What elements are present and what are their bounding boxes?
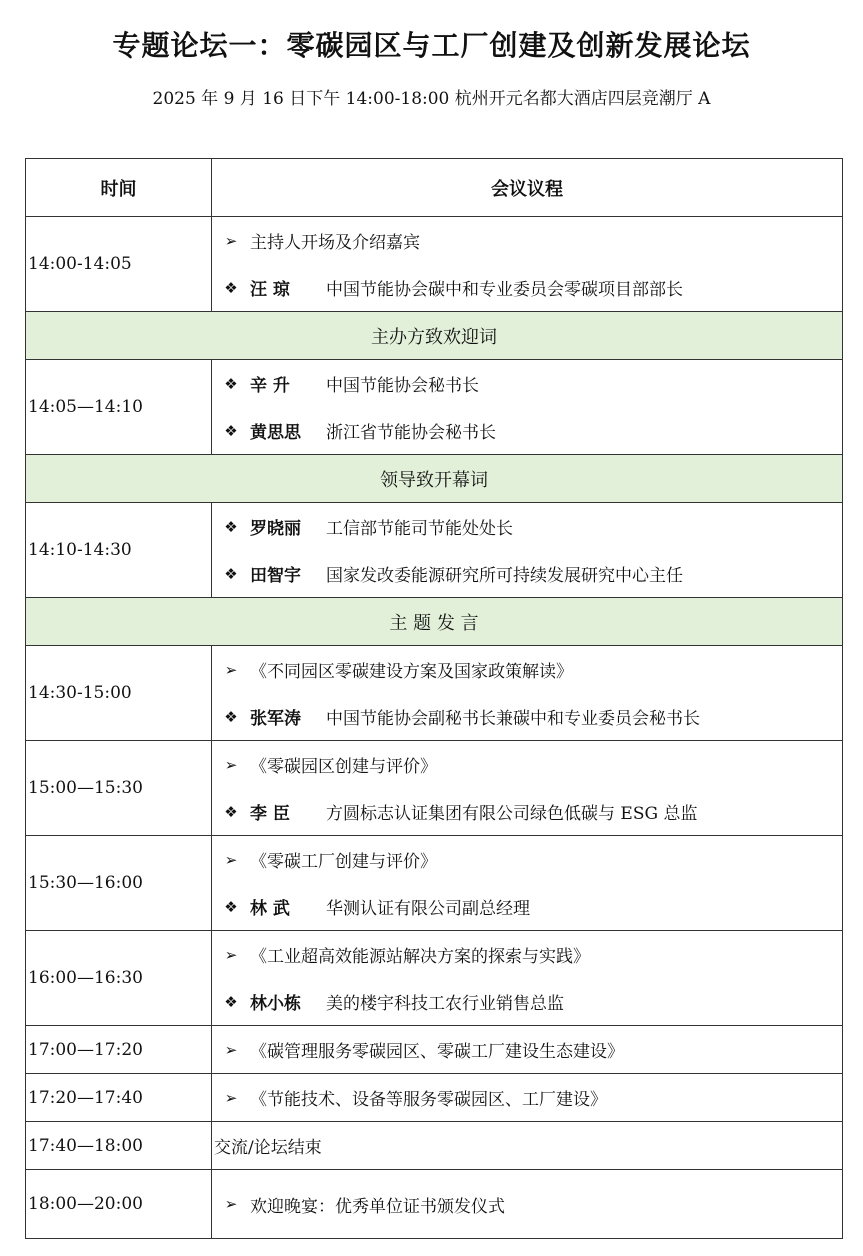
agenda-note: 交流/论坛结束 xyxy=(214,1138,322,1158)
agenda-item xyxy=(212,1170,842,1238)
speaker-name: 林小栋 xyxy=(250,994,301,1014)
agenda-cell xyxy=(212,931,843,1026)
diamond-bullet-icon: ❖ xyxy=(224,564,238,583)
topic-text: 《工业超高效能源站解决方案的探索与实践》 xyxy=(250,947,590,967)
agenda-item xyxy=(212,217,842,264)
time-cell: 14:10-14:30 xyxy=(26,503,212,598)
topic-text: 《零碳工厂创建与评价》 xyxy=(250,852,437,872)
arrow-bullet-icon: ➢ xyxy=(224,755,238,774)
diamond-bullet-icon: ❖ xyxy=(224,897,238,916)
time-cell: 15:30—16:00 xyxy=(26,836,212,931)
agenda-row xyxy=(26,1122,843,1170)
speaker-title: 华测认证有限公司副总经理 xyxy=(326,899,530,919)
agenda-item xyxy=(212,693,842,740)
page-subtitle: 2025 年 9 月 16 日下午 14:00-18:00 杭州开元名都大酒店四层竞潮厅 A xyxy=(152,89,711,109)
arrow-bullet-icon: ➢ xyxy=(224,1040,238,1059)
speaker-title: 方圆标志认证集团有限公司绿色低碳与 ESG 总监 xyxy=(326,804,698,824)
time-cell: 17:00—17:20 xyxy=(26,1026,212,1074)
agenda-row xyxy=(26,1170,843,1239)
speaker-name: 田智宇 xyxy=(250,566,301,586)
diamond-bullet-icon: ❖ xyxy=(224,374,238,393)
agenda-item xyxy=(212,360,842,407)
section-label: 主 题 发 言 xyxy=(26,598,843,646)
agenda-cell xyxy=(212,1026,843,1074)
time-cell: 14:00-14:05 xyxy=(26,217,212,312)
agenda-item xyxy=(212,836,842,883)
topic-text: 《节能技术、设备等服务零碳园区、工厂建设》 xyxy=(250,1090,607,1110)
diamond-bullet-icon: ❖ xyxy=(224,421,238,440)
time-cell: 16:00—16:30 xyxy=(26,931,212,1026)
time-cell: 17:20—17:40 xyxy=(26,1074,212,1122)
speaker-title: 浙江省节能协会秘书长 xyxy=(326,423,496,443)
section-row xyxy=(26,455,843,503)
agenda-item xyxy=(212,883,842,930)
agenda-row xyxy=(26,360,843,455)
time-cell: 14:05—14:10 xyxy=(26,360,212,455)
agenda-row xyxy=(26,836,843,931)
topic-text: 《不同园区零碳建设方案及国家政策解读》 xyxy=(250,662,573,682)
time-cell: 15:00—15:30 xyxy=(26,741,212,836)
agenda-item xyxy=(212,503,842,550)
speaker-name: 黄思思 xyxy=(250,423,301,443)
section-row xyxy=(26,598,843,646)
agenda-item xyxy=(212,550,842,597)
agenda-item xyxy=(212,1074,842,1121)
agenda-cell xyxy=(212,741,843,836)
arrow-bullet-icon: ➢ xyxy=(224,1088,238,1107)
section-label: 领导致开幕词 xyxy=(26,455,843,503)
agenda-item xyxy=(212,741,842,788)
agenda-item xyxy=(212,978,842,1025)
speaker-title: 中国节能协会副秘书长兼碳中和专业委员会秘书长 xyxy=(326,709,700,729)
speaker-title: 中国节能协会碳中和专业委员会零碳项目部部长 xyxy=(326,280,683,300)
diamond-bullet-icon: ❖ xyxy=(224,517,238,536)
agenda-item xyxy=(212,264,842,311)
agenda-item xyxy=(212,1026,842,1073)
agenda-cell xyxy=(212,1122,843,1170)
arrow-bullet-icon: ➢ xyxy=(224,231,238,250)
time-cell: 17:40—18:00 xyxy=(26,1122,212,1170)
agenda-row xyxy=(26,503,843,598)
speaker-title: 美的楼宇科技工农行业销售总监 xyxy=(326,994,564,1014)
agenda-item xyxy=(212,931,842,978)
speaker-title: 工信部节能司节能处处长 xyxy=(326,519,513,539)
agenda-row xyxy=(26,931,843,1026)
agenda-row xyxy=(26,217,843,312)
agenda-table xyxy=(25,158,843,1239)
agenda-cell xyxy=(212,1170,843,1239)
topic-text: 《碳管理服务零碳园区、零碳工厂建设生态建设》 xyxy=(250,1042,624,1062)
speaker-name: 李 臣 xyxy=(250,804,290,824)
agenda-item xyxy=(212,788,842,835)
topic-text: 主持人开场及介绍嘉宾 xyxy=(250,233,420,253)
speaker-name: 林 武 xyxy=(250,899,290,919)
agenda-item xyxy=(212,407,842,454)
agenda-cell xyxy=(212,217,843,312)
header-agenda: 会议议程 xyxy=(212,159,843,217)
agenda-row xyxy=(26,646,843,741)
diamond-bullet-icon: ❖ xyxy=(224,802,238,821)
diamond-bullet-icon: ❖ xyxy=(224,707,238,726)
diamond-bullet-icon: ❖ xyxy=(224,278,238,297)
section-row xyxy=(26,312,843,360)
speaker-name: 汪 琼 xyxy=(250,280,290,300)
agenda-row xyxy=(26,1074,843,1122)
arrow-bullet-icon: ➢ xyxy=(224,850,238,869)
arrow-bullet-icon: ➢ xyxy=(224,1195,238,1213)
speaker-name: 辛 升 xyxy=(250,376,290,396)
time-cell: 14:30-15:00 xyxy=(26,646,212,741)
agenda-item xyxy=(212,646,842,693)
agenda-body xyxy=(26,217,843,1239)
section-label: 主办方致欢迎词 xyxy=(26,312,843,360)
agenda-row xyxy=(26,741,843,836)
agenda-cell xyxy=(212,503,843,598)
speaker-name: 张军涛 xyxy=(250,709,301,729)
topic-text: 欢迎晚宴：优秀单位证书颁发仪式 xyxy=(250,1196,505,1217)
page-title: 专题论坛一：零碳园区与工厂创建及创新发展论坛 xyxy=(112,29,751,62)
time-cell: 18:00—20:00 xyxy=(26,1170,212,1239)
arrow-bullet-icon: ➢ xyxy=(224,945,238,964)
agenda-cell xyxy=(212,646,843,741)
agenda-cell xyxy=(212,360,843,455)
agenda-cell xyxy=(212,1074,843,1122)
speaker-title: 中国节能协会秘书长 xyxy=(326,376,479,396)
speaker-title: 国家发改委能源研究所可持续发展研究中心主任 xyxy=(326,566,683,586)
diamond-bullet-icon: ❖ xyxy=(224,992,238,1011)
speaker-name: 罗晓丽 xyxy=(250,519,301,539)
agenda-row xyxy=(26,1026,843,1074)
agenda-cell xyxy=(212,836,843,931)
arrow-bullet-icon: ➢ xyxy=(224,660,238,679)
topic-text: 《零碳园区创建与评价》 xyxy=(250,757,437,777)
header-time: 时间 xyxy=(26,159,212,217)
